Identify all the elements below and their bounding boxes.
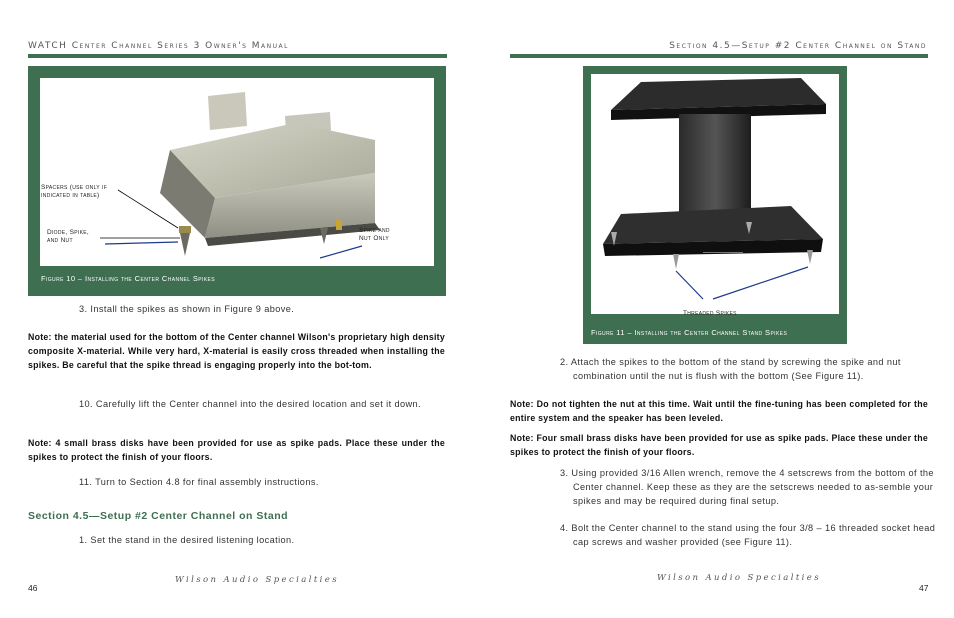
left-running-header: WATCH Center Channel Series 3 Owner's Manual xyxy=(28,41,289,51)
speaker-stand-illustration xyxy=(591,74,839,314)
left-note-material: Note: the material used for the bottom of the Center channel Wilson's proprietary high density composite X-material. While very hard, X-material is easily cross threaded when installing the spikes. Be careful that the spike thread is engaging properly into the bot-tom. xyxy=(28,332,445,370)
right-step-4: 4. Bolt the Center channel to the stand using the four 3/8 – 16 threaded socket head cap screws and washer provided (see Figure 11). xyxy=(560,523,936,547)
figure-11-caption: Figure 11 – Installing the Center Channel Stand Spikes xyxy=(591,328,788,337)
left-step-11: 11. Turn to Section 4.8 for final assembly instructions. xyxy=(79,477,319,487)
section-4-5-heading: Section 4.5—Setup #2 Center Channel on Stand xyxy=(28,510,289,522)
figure-10-caption: Figure 10 – Installing the Center Channel Spikes xyxy=(41,274,216,283)
figure-10-frame xyxy=(28,66,446,296)
right-header-rule xyxy=(510,54,928,58)
left-page-number: 46 xyxy=(28,583,38,593)
spike-and-nut-label: Spike and Nut Only xyxy=(359,227,390,242)
left-note-brass-disks: Note: 4 small brass disks have been provided for use as spike pads. Place these under the spikes to protect the finish of your floors. xyxy=(28,438,445,462)
right-step-3: 3. Using provided 3/16 Allen wrench, remove the 4 setscrews from the bottom of the Center channel. Keep these as they are the setscrews needed to as-semble your spikes and may be required during final setup. xyxy=(560,468,934,506)
right-footer: Wilson Audio Specialties xyxy=(657,573,821,583)
left-step-10: 10. Carefully lift the Center channel into the desired location and set it down. xyxy=(79,399,422,409)
diode-spike-nut-label: Diode, Spike, and Nut xyxy=(47,229,89,244)
right-step-2: 2. Attach the spikes to the bottom of the stand by screwing the spike and nut combination until the nut is flush with the bottom (See Figure 11). xyxy=(560,357,901,381)
spacers-label: Spacers (use only if indicated in table) xyxy=(41,184,108,199)
right-page-number: 47 xyxy=(919,583,929,593)
left-header-rule xyxy=(28,54,447,58)
left-step-3: 3. Install the spikes as shown in Figure 9 above. xyxy=(79,304,295,314)
right-note-nut: Note: Do not tighten the nut at this time. Wait until the fine-tuning has been completed for the entire system and the speaker has been leveled. xyxy=(510,399,928,423)
left-step-1: 1. Set the stand in the desired listening location. xyxy=(79,535,295,545)
right-running-header: Section 4.5—Setup #2 Center Channel on Stand xyxy=(669,41,927,51)
right-note-brass-disks: Note: Four small brass disks have been provided for use as spike pads. Place these under the spikes to protect the finish of your floors. xyxy=(510,433,928,457)
threaded-spikes-label: Threaded Spikes xyxy=(683,310,737,317)
figure-11-image xyxy=(591,74,839,314)
left-footer: Wilson Audio Specialties xyxy=(175,575,339,585)
figure-11-frame xyxy=(583,66,847,344)
